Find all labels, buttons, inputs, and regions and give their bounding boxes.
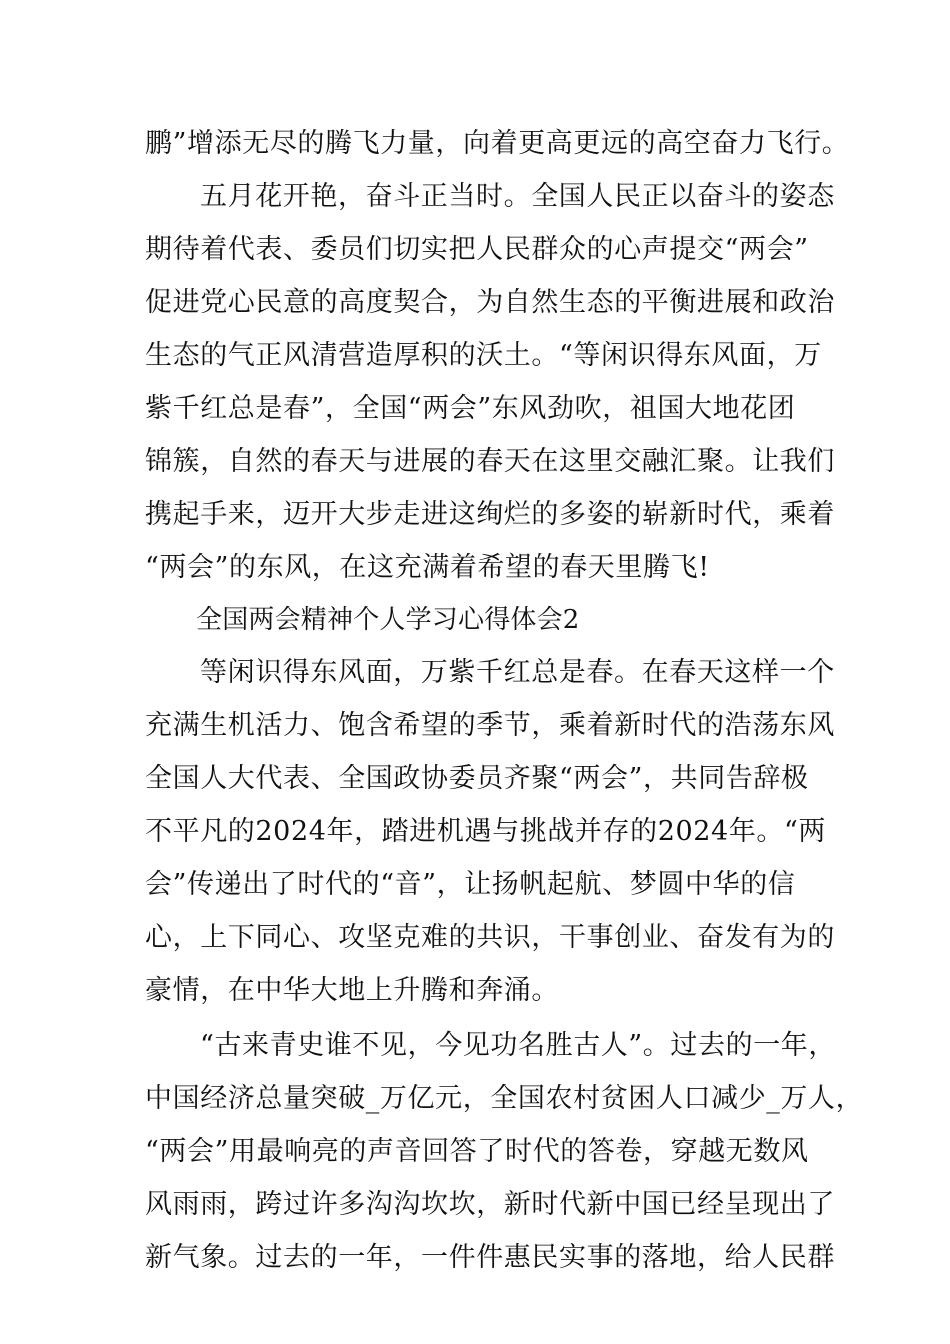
paragraph-line: 鹏”增添无尽的腾飞力量，向着更高更远的高空奋力飞行。 [145,128,850,159]
paragraph-line: 豪情，在中华大地上升腾和奔涌。 [145,975,559,1006]
paragraph-line: 生态的气正风清营造厚积的沃土。“等闲识得东风面，万 [145,340,822,371]
paragraph-line: “两会”的东风，在这充满着希望的春天里腾飞! [145,552,710,583]
paragraph-line: 携起手来，迈开大步走进这绚烂的多姿的崭新时代，乘着 [145,499,835,530]
paragraph-line: 紫千红总是春”，全国“两会”东风劲吹，祖国大地花团 [145,393,796,424]
paragraph-line: 期待着代表、委员们切实把人民群众的心声提交“两会” [145,234,809,265]
paragraph-line: 五月花开艳，奋斗正当时。全国人民正以奋斗的姿态 [200,181,835,212]
paragraph-line: 全国人大代表、全国政协委员齐聚“两会”，共同告辞极 [145,763,809,794]
paragraph-line: “两会”用最响亮的声音回答了时代的答卷，穿越无数风 [145,1136,809,1167]
section-heading: 全国两会精神个人学习心得体会2 [196,605,580,635]
paragraph-line: 心，上下同心、攻坚克难的共识，干事创业、奋发有为的 [145,922,835,953]
paragraph-line: 会”传递出了时代的“音”，让扬帆起航、梦圆中华的信 [145,869,796,900]
paragraph-line: 促进党心民意的高度契合，为自然生态的平衡进展和政治 [145,287,835,318]
paragraph-line: 新气象。过去的一年，一件件惠民实事的落地，给人民群 [145,1242,835,1273]
paragraph-line: “古来青史谁不见，今见功名胜古人”。过去的一年， [200,1030,837,1061]
paragraph-line: 不平凡的2024年，踏进机遇与挑战并存的2024年。“两 [145,816,827,847]
paragraph-line: 充满生机活力、饱含希望的季节，乘着新时代的浩荡东风 [145,710,835,741]
paragraph-line: 等闲识得东风面，万紫千红总是春。在春天这样一个 [200,657,835,688]
paragraph-line: 中国经济总量突破_万亿元，全国农村贫困人口减少_万人， [145,1083,864,1114]
paragraph-line: 锦簇，自然的春天与进展的春天在这里交融汇聚。让我们 [145,446,835,477]
paragraph-line: 风雨雨，跨过许多沟沟坎坎，新时代新中国已经呈现出了 [145,1189,835,1220]
